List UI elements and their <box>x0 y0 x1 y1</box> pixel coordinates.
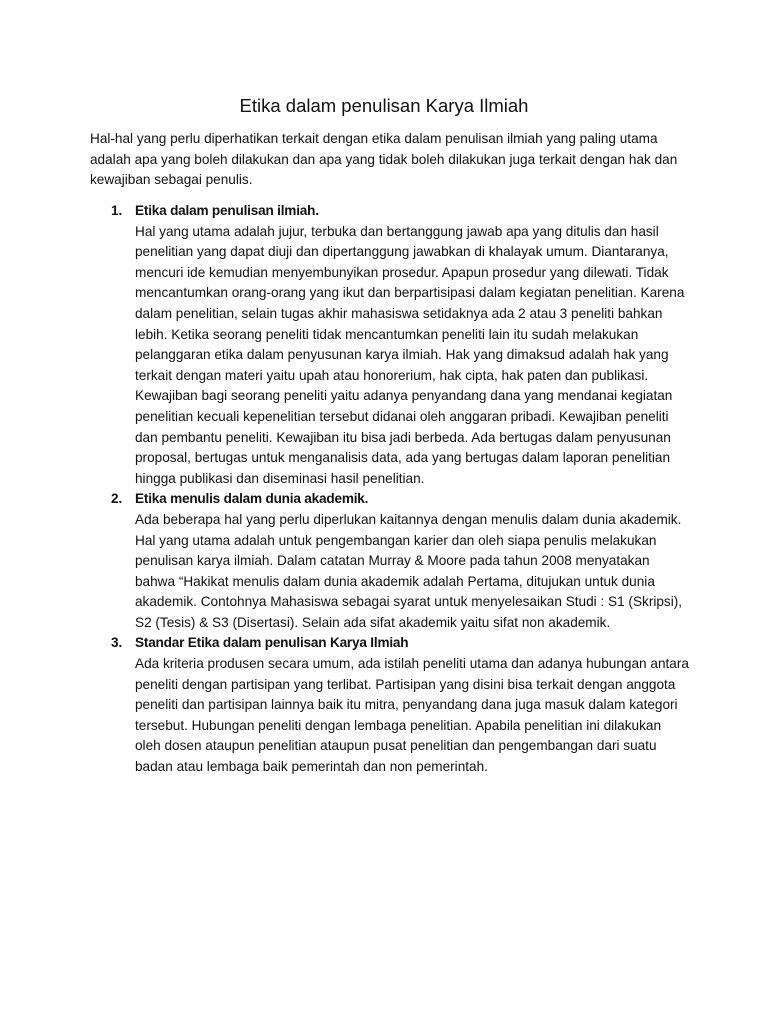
list-item <box>90 489 690 633</box>
numbered-list <box>90 201 690 778</box>
list-item-number: 2. <box>111 491 123 507</box>
document-title: Etika dalam penulisan Karya Ilmiah <box>239 95 529 116</box>
list-item-body: Hal yang utama adalah jujur, terbuka dan bertanggung jawab apa yang ditulis dan hasil penelitian yang dapat diuji dan dipertanggung jawabkan di khalayak umum. Diantaranya, mencuri ide kemudian menyembunyikan prosedur. Apapun prosedur yang dilewati. Tidak mencantumkan orang-orang yang ikut dan berpartisipasi dalam kegiatan penelitian. Karena dalam penelitian, selain tugas akhir mahasiswa setidaknya ada 2 atau 3 peneliti bahkan lebih. Ketika seorang peneliti tidak mencantumkan peneliti lain itu sudah melakukan pelanggaran etika dalam penyusunan karya ilmiah. Hak yang dimaksud adalah hak yang terkait dengan materi yaitu upah atau honorerium, hak cipta, hak paten dan publikasi. Kewajiban bagi seorang peneliti yaitu adanya penyandang dana yang mendanai kegiatan penelitian kecuali kepenelitian tersebut didanai oleh anggaran pribadi. Kewajiban peneliti dan pembantu peneliti. Kewajiban itu bisa jadi berbeda. Ada bertugas dalam penyusunan proposal, bertugas untuk menganalisis data, ada yang bertugas dalam laporan penelitian hingga publikasi dan diseminasi hasil penelitian. <box>135 223 685 486</box>
list-item-heading: Standar Etika dalam penulisan Karya Ilmiah <box>135 635 409 651</box>
list-item-number: 3. <box>111 635 123 651</box>
list-item <box>90 633 690 777</box>
list-item-heading: Etika dalam penulisan ilmiah. <box>135 203 319 218</box>
list-item-body: Ada kriteria produsen secara umum, ada istilah peneliti utama dan adanya hubungan antara peneliti dengan partisipan yang terlibat. Partisipan yang disini bisa terkait dengan anggota peneliti dan partisipan lainnya baik itu mitra, penyandang dana juga masuk dalam kategori tersebut. Hubungan peneliti dengan lembaga penelitian. Apabila penelitian ini dilakukan oleh dosen ataupun penelitian ataupun pusat penelitian dan pengembangan dari suatu badan atau lembaga baik pemerintah dan non pemerintah. <box>135 656 689 775</box>
intro-paragraph: Hal-hal yang perlu diperhatikan terkait dengan etika dalam penulisan ilmiah yang paling utama adalah apa yang boleh dilakukan dan apa yang tidak boleh dilakukan juga terkait dengan hak dan kewajiban sebagai penulis. <box>90 131 678 188</box>
list-item-heading: Etika menulis dalam dunia akademik. <box>135 491 369 507</box>
list-item-body: Ada beberapa hal yang perlu diperlukan kaitannya dengan menulis dalam dunia akademik. Hal yang utama adalah untuk pengembangan karier dan oleh siapa penulis melakukan penulisan karya ilmiah. Dalam catatan Murray & Moore pada tahun 2008 menyatakan bahwa “Hakikat menulis dalam dunia akademik adalah Pertama, ditujukan untuk dunia akademik. Contohnya Mahasiswa sebagai syarat untuk menyelesaikan Studi : S1 (Skripsi), S2 (Tesis) & S3 (Disertasi). Selain ada sifat akademik yaitu sifat non akademik. <box>135 511 683 630</box>
list-item <box>90 201 690 489</box>
list-item-number: 1. <box>111 203 123 218</box>
